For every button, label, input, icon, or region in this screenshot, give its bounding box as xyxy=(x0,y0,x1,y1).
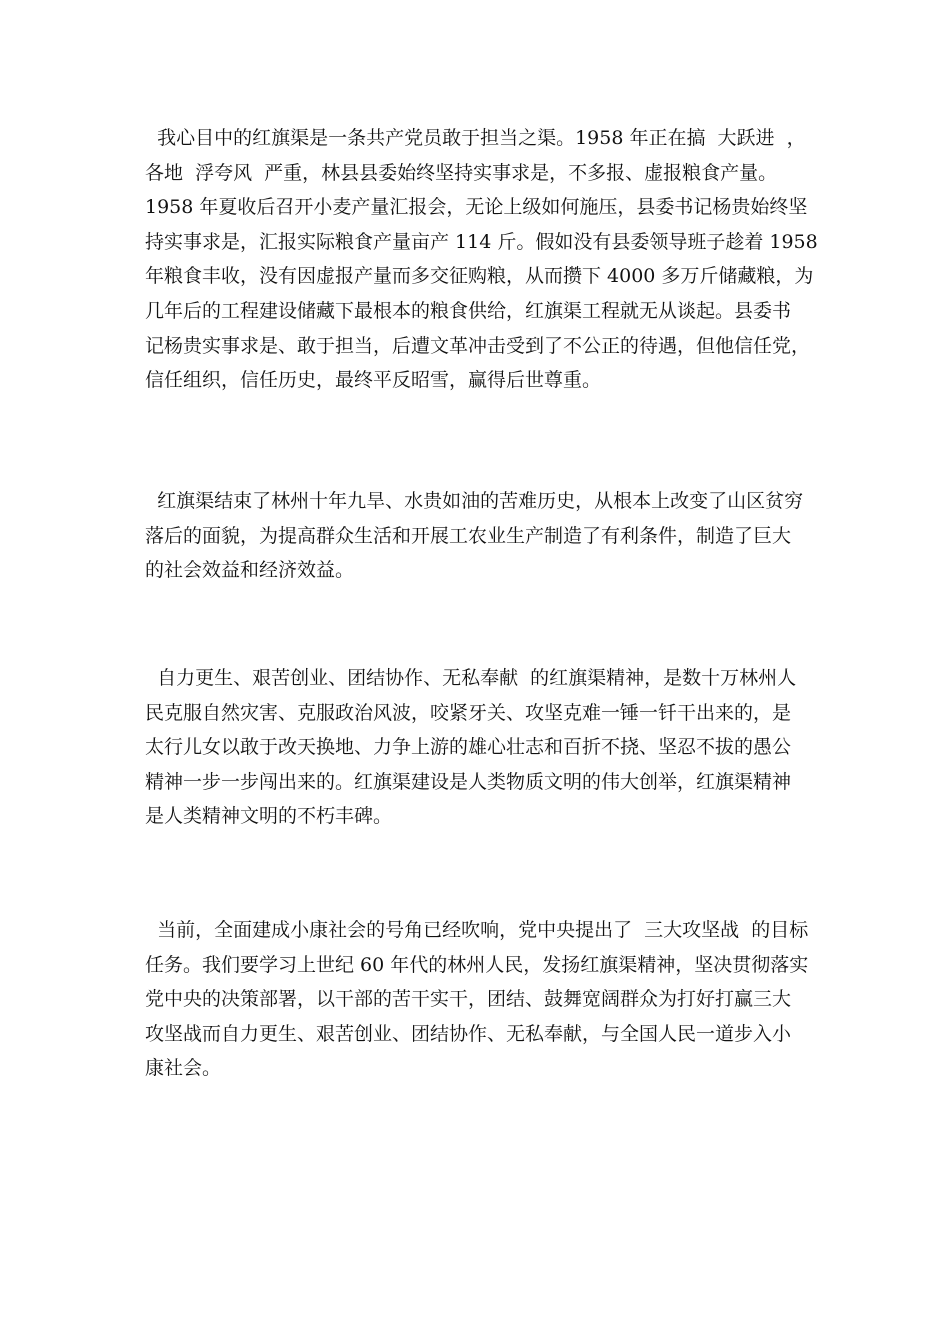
text-line: 康社会。 xyxy=(145,1057,222,1080)
text-line: 自力更生、艰苦创业、团结协作、无私奉献 的红旗渠精神，是数十万林州人 xyxy=(145,667,797,689)
paragraph-3 xyxy=(145,661,815,834)
text-line: 精神一步一步闯出来的。红旗渠建设是人类物质文明的伟大创举，红旗渠精神 xyxy=(145,770,792,793)
text-line: 民克服自然灾害、克服政治风波，咬紧牙关、攻坚克难一锤一钎干出来的，是 xyxy=(145,701,792,724)
text-line: 信任组织，信任历史，最终平反昭雪，赢得后世尊重。 xyxy=(145,369,602,392)
text-line: 太行儿女以敢于改天换地、力争上游的雄心壮志和百折不挠、坚忍不拔的愚公 xyxy=(145,736,792,759)
text-line: 年粮食丰收，没有因虚报产量而多交征购粮，从而攒下 4000 多万斤储藏粮，为 xyxy=(145,265,814,288)
text-line: 我心目中的红旗渠是一条共产党员敢于担当之渠。1958 年正在搞 大跃进 ， xyxy=(145,127,806,149)
text-line: 持实事求是，汇报实际粮食产量亩产 114 斤。假如没有县委领导班子趁着 1958 xyxy=(145,230,818,253)
text-line: 的社会效益和经济效益。 xyxy=(145,559,355,582)
text-line: 1958 年夏收后召开小麦产量汇报会，无论上级如何施压，县委书记杨贵始终坚 xyxy=(145,196,808,219)
text-line: 各地 浮夸风 严重，林县县委始终坚持实事求是，不多报、虚报粮食产量。 xyxy=(145,161,778,184)
text-line: 红旗渠结束了林州十年九旱、水贵如油的苦难历史，从根本上改变了山区贫穷 xyxy=(145,490,804,512)
text-line: 是人类精神文明的不朽丰碑。 xyxy=(145,805,393,828)
text-line: 任务。我们要学习上世纪 60 年代的林州人民，发扬红旗渠精神，坚决贯彻落实 xyxy=(145,953,809,976)
paragraph-1 xyxy=(145,121,818,398)
paragraph-4 xyxy=(145,913,815,1086)
text-line: 几年后的工程建设储藏下最根本的粮食供给，红旗渠工程就无从谈起。县委书 xyxy=(145,299,792,322)
text-line: 当前，全面建成小康社会的号角已经吹响，党中央提出了 三大攻坚战 的目标 xyxy=(145,919,809,941)
text-line: 党中央的决策部署，以干部的苦干实干，团结、鼓舞宽阔群众为打好打赢三大 xyxy=(145,988,792,1011)
text-line: 记杨贵实事求是、敢于担当，后遭文革冲击受到了不公正的待遇，但他信任党， xyxy=(145,334,811,357)
text-line: 落后的面貌，为提高群众生活和开展工农业生产制造了有利条件，制造了巨大 xyxy=(145,524,792,547)
text-line: 攻坚战而自力更生、艰苦创业、团结协作、无私奉献，与全国人民一道步入小 xyxy=(145,1022,792,1045)
paragraph-2 xyxy=(145,484,815,588)
